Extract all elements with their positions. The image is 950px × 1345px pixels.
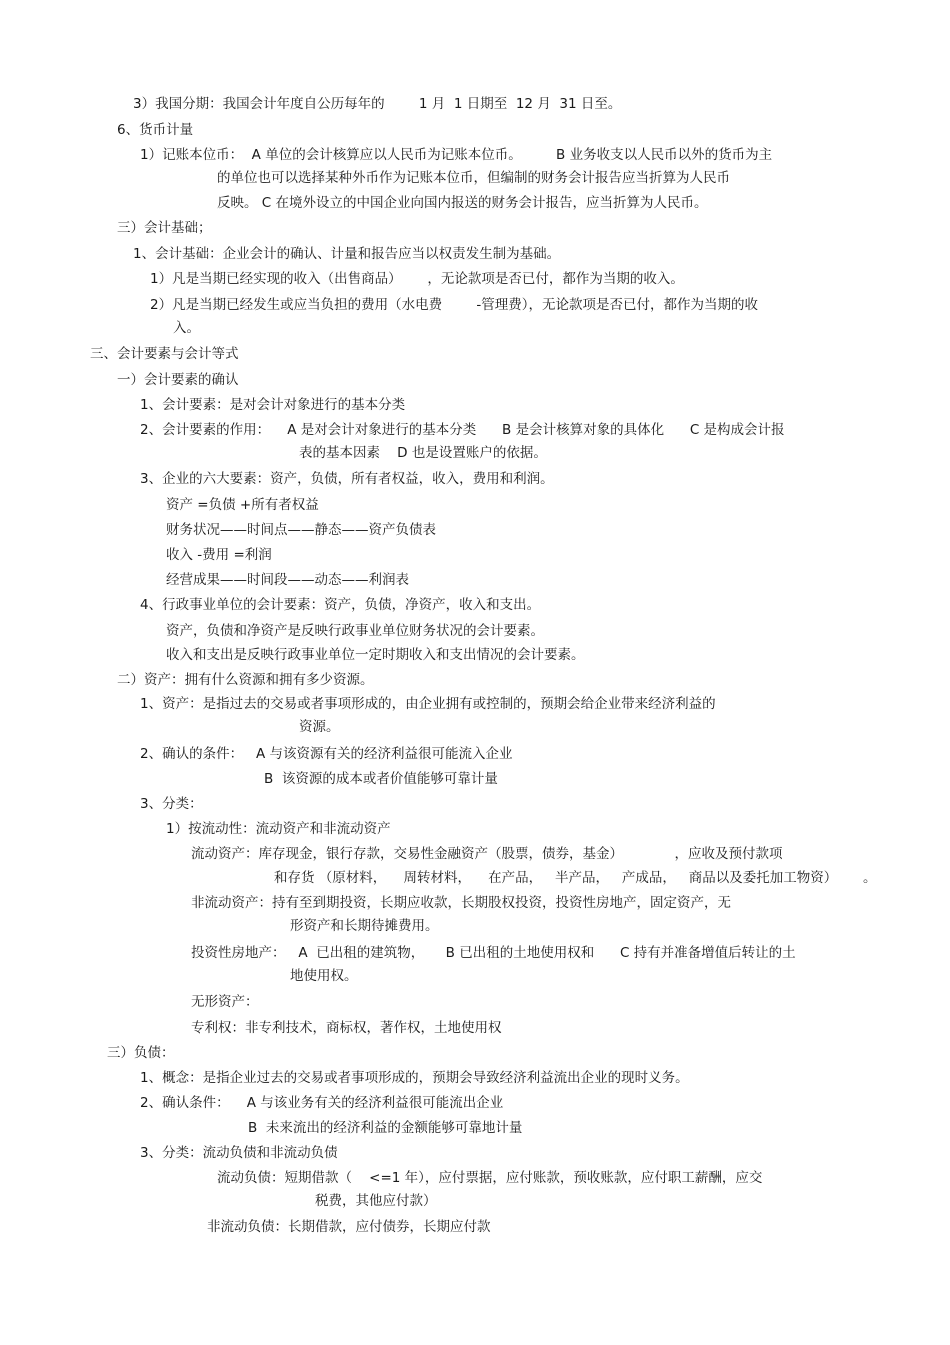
text-line: 一）会计要素的确认 (117, 372, 239, 388)
text-line: 税费，其他应付款） (315, 1193, 437, 1209)
text-line: 资产 =负债 +所有者权益 (166, 497, 319, 513)
text-line: 地使用权。 (290, 968, 358, 984)
text-line: 4、行政事业单位的会计要素：资产，负债，净资产，收入和支出。 (140, 597, 541, 613)
text-line: 1、资产：是指过去的交易或者事项形成的，由企业拥有或控制的，预期会给企业带来经济利益的 (140, 696, 716, 712)
text-line: 经营成果——时间段——动态——利润表 (166, 572, 409, 588)
text-line: 三、会计要素与会计等式 (90, 346, 239, 362)
text-line: 1、概念：是指企业过去的交易或者事项形成的，预期会导致经济利益流出企业的现时义务。 (140, 1070, 689, 1086)
text-line: 非流动资产：持有至到期投资，长期应收款，长期股权投资，投资性房地产，固定资产，无 (191, 895, 731, 911)
text-line: 资产，负债和净资产是反映行政事业单位财务状况的会计要素。 (166, 623, 544, 639)
text-line: 专利权：非专利技术，商标权，著作权，土地使用权 (191, 1020, 502, 1036)
text-line: 收入和支出是反映行政事业单位一定时期收入和支出情况的会计要素。 (166, 647, 585, 663)
text-line: 3）我国分期：我国会计年度自公历每年的 1 月 1 日期至 12 月 31 日至。 (133, 96, 622, 112)
text-line: 1）记账本位币： A 单位的会计核算应以人民币为记账本位币。 B 业务收支以人民币以外的货币为主 (140, 147, 773, 163)
text-line: 表的基本因素 D 也是设置账户的依据。 (299, 445, 547, 461)
text-line: 2）凡是当期已经发生或应当负担的费用（水电费 -管理费），无论款项是否已付，都作为当期的收 (150, 297, 759, 313)
text-line: 财务状况——时间点——静态——资产负债表 (166, 522, 436, 538)
text-line: B 该资源的成本或者价值能够可靠计量 (264, 771, 498, 787)
text-line: B 未来流出的经济利益的金额能够可靠地计量 (248, 1120, 523, 1136)
text-line: 3、分类：流动负债和非流动负债 (140, 1145, 338, 1161)
text-line: 资源。 (299, 719, 340, 735)
text-line: 非流动负债：长期借款，应付债券，长期应付款 (207, 1219, 491, 1235)
text-line: 投资性房地产： A 已出租的建筑物， B 已出租的土地使用权和 C 持有并准备增值后转让的土 (191, 945, 796, 961)
text-line: 1）按流动性：流动资产和非流动资产 (166, 821, 391, 837)
text-line: 流动资产：库存现金，银行存款，交易性金融资产（股票，债券，基金） ，应收及预付款项 (191, 846, 783, 862)
text-line: 2、确认的条件： A 与该资源有关的经济利益很可能流入企业 (140, 746, 513, 762)
text-line: 3、分类： (140, 796, 203, 812)
text-line: 无形资产： (191, 994, 259, 1010)
text-line: 三）会计基础； (117, 220, 212, 236)
text-line: 2、确认条件： A 与该业务有关的经济利益很可能流出企业 (140, 1095, 504, 1111)
text-line: 6、货币计量 (117, 122, 194, 138)
text-line: 形资产和长期待摊费用。 (290, 918, 439, 934)
text-line: 2、会计要素的作用： A 是对会计对象进行的基本分类 B 是会计核算对象的具体化 C 是构成会计报 (140, 422, 785, 438)
text-line: 1）凡是当期已经实现的收入（出售商品） ，无论款项是否已付，都作为当期的收入。 (150, 271, 684, 287)
text-line: 和存货 （原材料， 周转材料， 在产品， 半产品， 产成品， 商品以及委托加工物资） 。 (274, 870, 877, 886)
text-line: 入。 (173, 320, 200, 336)
text-line: 三）负债： (107, 1045, 175, 1061)
text-line: 1、会计基础：企业会计的确认、计量和报告应当以权责发生制为基础。 (133, 246, 561, 262)
text-line: 反映。 C 在境外设立的中国企业向国内报送的财务会计报告，应当折算为人民币。 (217, 195, 708, 211)
text-line: 流动负债：短期借款（ <=1 年），应付票据，应付账款，预收账款，应付职工薪酬，应交 (217, 1170, 763, 1186)
text-line: 收入 -费用 =利润 (166, 547, 272, 563)
text-line: 的单位也可以选择某种外币作为记账本位币，但编制的财务会计报告应当折算为人民币 (217, 170, 730, 186)
text-line: 3、企业的六大要素：资产，负债，所有者权益，收入，费用和利润。 (140, 471, 554, 487)
text-line: 1、会计要素：是对会计对象进行的基本分类 (140, 397, 406, 413)
text-line: 二）资产：拥有什么资源和拥有多少资源。 (117, 672, 374, 688)
